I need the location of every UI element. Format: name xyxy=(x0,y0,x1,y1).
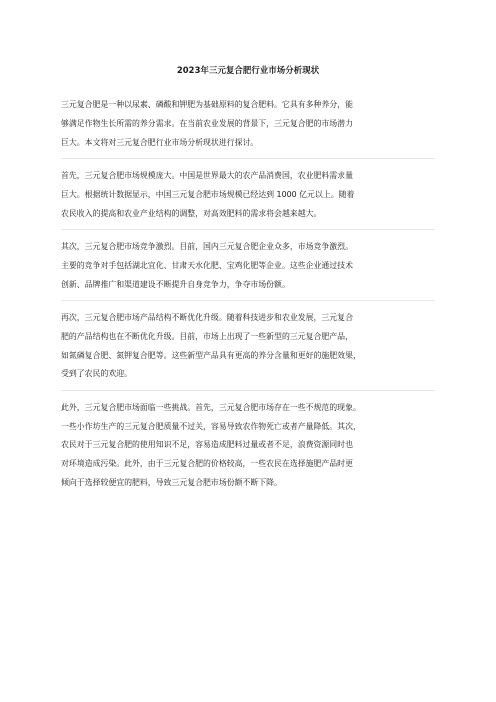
paragraph-divider xyxy=(61,300,435,301)
paragraph-divider xyxy=(61,158,435,159)
document-title: 2023年三元复合肥行业市场分析现状 xyxy=(176,65,320,75)
paragraph-line: 主要的竞争对手包括湖北宜化、甘肃天水化肥、宝鸡化肥等企业。这些企业通过技术 xyxy=(61,260,353,270)
paragraph-line: 此外，三元复合肥市场面临一些挑战。首先，三元复合肥市场存在一些不规范的现象。 xyxy=(61,402,361,412)
paragraph-line: 巨大。本文将对三元复合肥行业市场分析现状进行探讨。 xyxy=(61,137,259,147)
paragraph-market-size xyxy=(61,167,435,223)
paragraph-divider xyxy=(61,390,435,391)
paragraph-line: 对环境造成污染。此外，由于三元复合肥的价格较高，一些农民在选择施肥产品时更 xyxy=(61,459,353,469)
paragraph-intro xyxy=(61,96,435,152)
paragraph-line: 巨大。根据统计数据显示，中国三元复合肥市场规模已经达到 1000 亿元以上。随着 xyxy=(61,189,355,199)
paragraph-product-structure xyxy=(61,309,435,384)
paragraph-line: 农民对于三元复合肥的使用知识不足，容易造成肥料过量或者不足，浪费资源同时也 xyxy=(61,440,353,450)
paragraph-line: 创新、品牌推广和渠道建设不断提升自身竞争力，争夺市场份额。 xyxy=(61,279,290,289)
paragraph-line: 如氮磷复合肥、氮钾复合肥等。这些新型产品具有更高的养分含量和更好的施肥效果， xyxy=(61,350,361,360)
paragraph-line: 首先，三元复合肥市场规模庞大。中国是世界最大的农产品消费国，农业肥料需求量 xyxy=(61,170,353,180)
document-body xyxy=(61,96,435,503)
paragraph-line: 够满足作物生长所需的养分需求。在当前农业发展的背景下，三元复合肥的市场潜力 xyxy=(61,118,353,128)
paragraph-line: 三元复合肥是一种以尿素、磷酸和钾肥为基础原料的复合肥料。它具有多种养分，能 xyxy=(61,100,353,109)
paragraph-line: 农民收入的提高和农业产业结构的调整，对高效肥料的需求将会越来越大。 xyxy=(61,208,322,218)
paragraph-challenges xyxy=(61,399,435,493)
paragraph-line: 受到了农民的欢迎。 xyxy=(61,369,133,379)
paragraph-line: 再次，三元复合肥市场产品结构不断优化升级。随着科技进步和农业发展，三元复合 xyxy=(61,312,353,322)
paragraph-line: 倾向于选择较便宜的肥料，导致三元复合肥市场份额不断下降。 xyxy=(61,477,282,487)
paragraph-line: 肥的产品结构也在不断优化升级。目前，市场上出现了一些新型的三元复合肥产品， xyxy=(61,331,353,341)
paragraph-line: 一些小作坊生产的三元复合肥质量不过关，容易导致农作物死亡或者产量降低。其次， xyxy=(61,421,361,431)
paragraph-competition xyxy=(61,238,435,294)
paragraph-divider xyxy=(61,229,435,230)
paragraph-line: 其次，三元复合肥市场竞争激烈。目前，国内三元复合肥企业众多，市场竞争激烈。 xyxy=(61,241,353,251)
